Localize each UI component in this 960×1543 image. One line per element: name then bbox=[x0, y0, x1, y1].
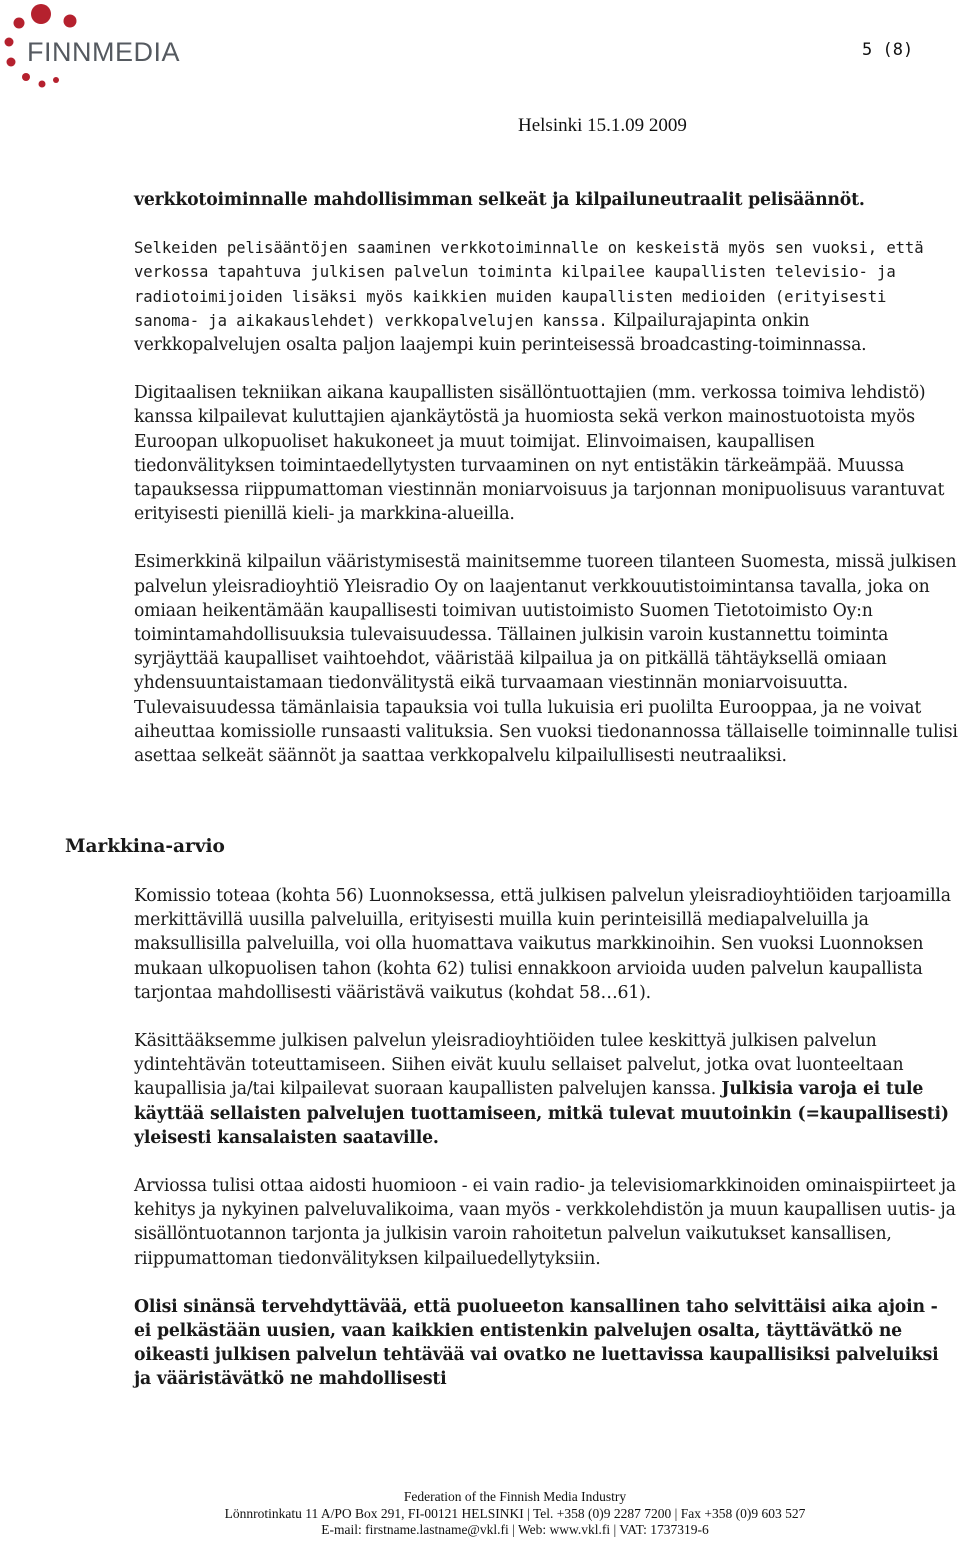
paragraph-1-bold: verkkotoiminnalle mahdollisimman selkeät ja kilpailuneutraalit pelisäännöt. bbox=[134, 190, 865, 210]
body-text-bottom bbox=[134, 884, 960, 1416]
paragraph-3 bbox=[134, 381, 960, 526]
paragraph-2-part-1: Selkeiden pelisääntöjen saaminen verkkotoiminnalle on keskeistä myös sen vuoksi, että verkossa tapahtuva julkisen palvelun toiminta kilpailee kaupallisten televisio- ja radiotoimijoiden lisäksi myös kaikkien muiden kaupallisten medioiden (erityisesti sanoma- ja aikakauslehdet) verkkopalvelujen kanssa. bbox=[134, 239, 924, 330]
section-heading: Markkina-arvio bbox=[65, 836, 225, 857]
paragraph-4: Esimerkkinä kilpailun vääristymisestä mainitsemme tuoreen tilanteen Suomesta, missä julkisen palvelun yleisradioyhtiö Yleisradio Oy on laajentanut verkkouutistoimintansa tavalla, joka on omiaan heikentämään kaupallisesti toimivan uutistoimisto Suomen Tietotoimisto Oy:n toimintamahdollisuuksia tulevaisuudessa. Tällainen julkisin varoin kustannettu toiminta syrjäyttää kaupalliset vaihtoehdot, vääristää kilpailua ja on pitkällä tähtäyksellä omiaan yhdensuuntaistamaan tiedonvälitystä eikä turvaamaan viestinnän moniarvoisuutta. Tulevaisuudessa tämänlaisia tapauksia voi tulla lukuisia eri puolilta Eurooppaa, ja ne voivat aiheuttaa komissiolle runsaasti valituksia. Sen vuoksi tiedonannossa tällaiselle toiminnalle tulisi asettaa selkeät säännöt ja saattaa verkkopalvelu kilpailullisesti neutraaliksi. bbox=[134, 552, 958, 767]
paragraph-7: Arviossa tulisi ottaa aidosti huomioon - ei vain radio- ja televisiomarkkinoiden ominaispiirteet ja kehitys ja nykyinen palveluvalikoima, vaan myös - verkkolehdistön ja muun kaupallisen uutis- ja sisällöntuotannon tarjonta ja julkisin varoin rahoitetun palvelun vaikutukset kansallisen, riippumattoman tiedonvälityksen kilpailuedellytyksiin. bbox=[134, 1176, 956, 1269]
footer-organization: Federation of the Finnish Media Industry bbox=[403, 1489, 627, 1504]
paragraph-2-part-2: Kilpailurajapinta onkin verkkopalvelujen osalta paljon laajempi kuin perinteisessä broadcasting-toiminnassa. bbox=[134, 310, 867, 356]
page-footer bbox=[0, 1489, 960, 1539]
footer-contact: E-mail: firstname.lastname@vkl.fi | Web: www.vkl.fi | VAT: 1737319-6 bbox=[321, 1522, 709, 1537]
paragraph-2 bbox=[134, 236, 960, 357]
paragraph-6-part-1: Käsittääksemme julkisen palvelun yleisradioyhtiöiden tulee keskittyä julkisen palvelun ydintehtävän toteuttamiseen. Siihen eivät kuulu sellaiset palvelut, jotka ovat luonteeltaan kaupallisia ja/tai kilpailevat suoraan kaupallisten palvelujen kanssa. bbox=[134, 1031, 904, 1100]
finnmedia-logo bbox=[0, 0, 215, 100]
paragraph-5: Komissio toteaa (kohta 56) Luonnoksessa, että julkisen palvelun yleisradioyhtiöiden tarjoamilla merkittävillä uusilla palveluilla, erityisesti muilla kuin perinteisillä mediapalveluilla ja maksullisilla palveluilla, voi olla huomattava vaikutus markkinoihin. Sen vuoksi Luonnoksen mukaan ulkopuolisen tahon (kohta 62) tulisi ennakkoon arvioida uuden palvelun kaupallista tarjontaa mahdollisesti vääristävä vaikutus (kohdat 58…61). bbox=[134, 886, 951, 1003]
paragraph-8-bold: Olisi sinänsä tervehdyttävää, että puolueeton kansallinen taho selvittäisi aika ajoin - ei pelkästään uusien, vaan kaikkien entistenkin palvelujen osalta, täyttävätkö ne oikeasti julkisen palvelun tehtävää vai ovatko ne luettavissa kaupallisiksi palveluiksi ja vääristävätkö ne mahdollisesti bbox=[134, 1296, 939, 1390]
document-date: Helsinki 15.1.09 2009 bbox=[518, 115, 687, 136]
paragraph-3-text: Digitaalisen tekniikan aikana kaupallisten sisällöntuottajien (mm. verkossa toimiva lehdistö) kanssa kilpailevat kuluttajien ajankäytöstä ja huomiosta sekä verkon mainostuotoista myös Euroopan ulkopuoliset hakukoneet ja muut toimijat. Elinvoimaisen, kaupallisen tiedonvälityksen toimintaedellytysten turvaaminen on nyt entistäkin tärkeämpää. Muussa tapauksessa riippumattoman viestinnän moniarvoisuus ja tarjonnan monipuolisuus varantuvat erityisesti pienillä kieli- ja markkina-alueilla. bbox=[134, 383, 945, 525]
paragraph-8 bbox=[134, 1295, 960, 1392]
paragraph-6-bold: Julkisia varoja ei tule käyttää sellaisten palvelujen tuottamiseen, mitkä tulevat muutoinkin (=kaupallisesti) yleisesti kansalaisten saataville. bbox=[134, 1079, 949, 1148]
body-text-top bbox=[134, 188, 960, 792]
logo-text: FINNMEDIA bbox=[27, 37, 180, 67]
footer-address: Lönnrotinkatu 11 A/PO Box 291, FI-00121 HELSINKI | Tel. +358 (0)9 2287 7200 | Fax +358 (0)9 603 527 bbox=[224, 1505, 806, 1521]
page-number: 5 (8) bbox=[862, 40, 914, 60]
paragraph-1 bbox=[134, 188, 960, 212]
paragraph-6 bbox=[134, 1029, 960, 1150]
